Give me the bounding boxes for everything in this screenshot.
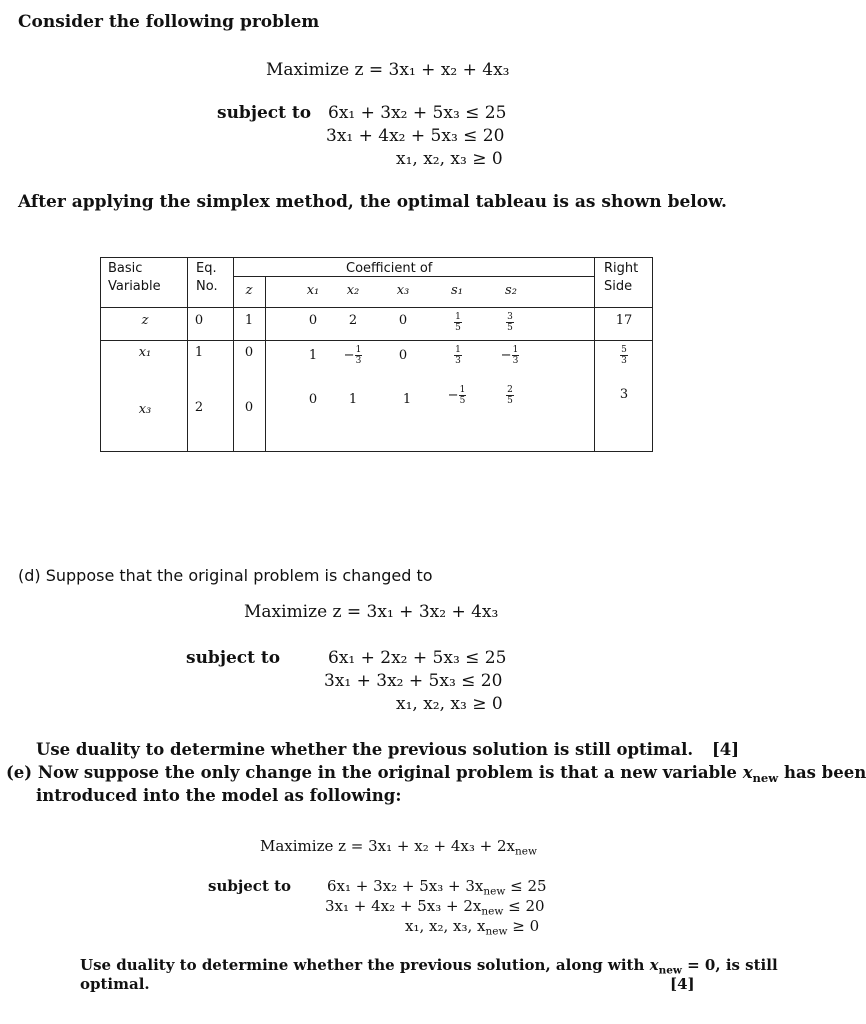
row-eq: 1 (194, 345, 204, 360)
row-basic: z (141, 313, 149, 328)
part-e-question-line-2: optimal. (80, 975, 150, 993)
row-s2: − $\frac{1}{3}$ (500, 345, 519, 366)
row-rhs (614, 345, 634, 366)
fraction: $\frac{3}{5}$ (507, 312, 513, 333)
fraction: $\frac{1}{5}$ (459, 385, 466, 406)
part-d-marks: [4] (712, 740, 740, 759)
part-d-question: Use duality to determine whether the previous solution is still optimal. (36, 740, 694, 759)
row-eq: 0 (194, 313, 204, 328)
row-z: 1 (244, 313, 254, 328)
part-e-constraint-2: $3x_1 + 4x_2 + 5x_3 + 2x_{new} \le 20$ (325, 897, 545, 918)
row-rhs: 17 (615, 313, 633, 328)
part-e-marks: [4] (670, 975, 695, 993)
row-x3: 0 (398, 313, 408, 328)
row-eq: 2 (194, 400, 204, 415)
row-z: 0 (244, 345, 254, 360)
row-x2: − $\frac{1}{3}$ (343, 345, 362, 366)
fraction: $\frac{1}{5}$ (455, 312, 461, 333)
row-s2 (498, 312, 522, 333)
part-e-nonnegativity: x₁, x₂, x₃, $x_{new} \ge 0$ (405, 917, 540, 938)
col-x3: x₃ (396, 283, 410, 298)
row-x3: 1 (402, 392, 412, 407)
header-right: Right (604, 261, 639, 276)
fraction: $\frac{1}{3}$ (455, 345, 461, 366)
header-coefficient: Coefficient of (346, 261, 433, 276)
col-x2: x₂ (346, 283, 360, 298)
col-x1: x₁ (306, 283, 320, 298)
row-s1 (446, 345, 470, 366)
part-e-objective: Maximize $z = 3x_1 + x_2 + 4x_3 + 2x_{new}$ (260, 837, 537, 858)
fraction: $\frac{5}{3}$ (621, 345, 627, 366)
fraction: $\frac{1}{3}$ (512, 345, 519, 366)
col-s1: s₁ (451, 283, 463, 298)
original-nonnegativity: x₁, x₂, x₃ ≥ 0 (396, 149, 503, 169)
header-basic: Basic (108, 261, 143, 276)
part-d-constraint-1: 6x₁ + 2x₂ + 5x₃ ≤ 25 (328, 648, 507, 668)
original-constraint-1: 6x₁ + 3x₂ + 5x₃ ≤ 25 (328, 103, 507, 123)
row-x1: 0 (308, 392, 318, 407)
row-s1: − $\frac{1}{5}$ (447, 385, 466, 406)
row-basic: x₁ (138, 345, 152, 360)
original-objective: Maximize z = 3x₁ + x₂ + 4x₃ (266, 60, 510, 80)
part-d-nonnegativity: x₁, x₂, x₃ ≥ 0 (396, 694, 503, 714)
row-basic: x₃ (138, 402, 152, 417)
part-d-constraint-2: 3x₁ + 3x₂ + 5x₃ ≤ 20 (324, 671, 503, 691)
row-rhs: 3 (619, 387, 629, 402)
part-e-constraint-1: $6x_1 + 3x_2 + 5x_3 + 3x_{new} \le 25$ (327, 877, 547, 898)
after-simplex-text: After applying the simplex method, the optimal tableau is as shown below. (18, 192, 727, 212)
row-x2: 1 (348, 392, 358, 407)
original-constraint-2: 3x₁ + 4x₂ + 5x₃ ≤ 20 (326, 126, 505, 146)
header-no: No. (196, 279, 218, 294)
part-e-line-2: introduced into the model as following: (36, 786, 402, 805)
intro-text: Consider the following problem (18, 12, 320, 32)
row-x1: 1 (308, 348, 318, 363)
part-e-question: Use duality to determine whether the previous solution, along with $x_{new} = 0$, is still (80, 956, 778, 977)
col-s2: s₂ (505, 283, 517, 298)
header-side: Side (604, 279, 633, 294)
header-eq: Eq. (196, 261, 217, 276)
original-subject-to: subject to (217, 103, 312, 123)
fraction: $\frac{1}{3}$ (355, 345, 362, 366)
part-d-label: (d) Suppose that the original problem is changed to (18, 566, 433, 585)
row-z: 0 (244, 400, 254, 415)
fraction: $\frac{2}{5}$ (507, 385, 513, 406)
part-d-objective: Maximize z = 3x₁ + 3x₂ + 4x₃ (244, 602, 499, 622)
part-d-subject-to: subject to (186, 648, 281, 668)
row-x1: 0 (308, 313, 318, 328)
part-e-subject-to: subject to (208, 877, 292, 895)
header-variable: Variable (108, 279, 161, 294)
row-x2: 2 (348, 313, 358, 328)
row-x3: 0 (398, 348, 408, 363)
col-z: z (245, 283, 253, 298)
row-s2 (498, 385, 522, 406)
row-s1 (446, 312, 470, 333)
part-e-line-1: (e) Now suppose the only change in the original problem is that a new variable $x_{new}$ has been (6, 763, 866, 786)
